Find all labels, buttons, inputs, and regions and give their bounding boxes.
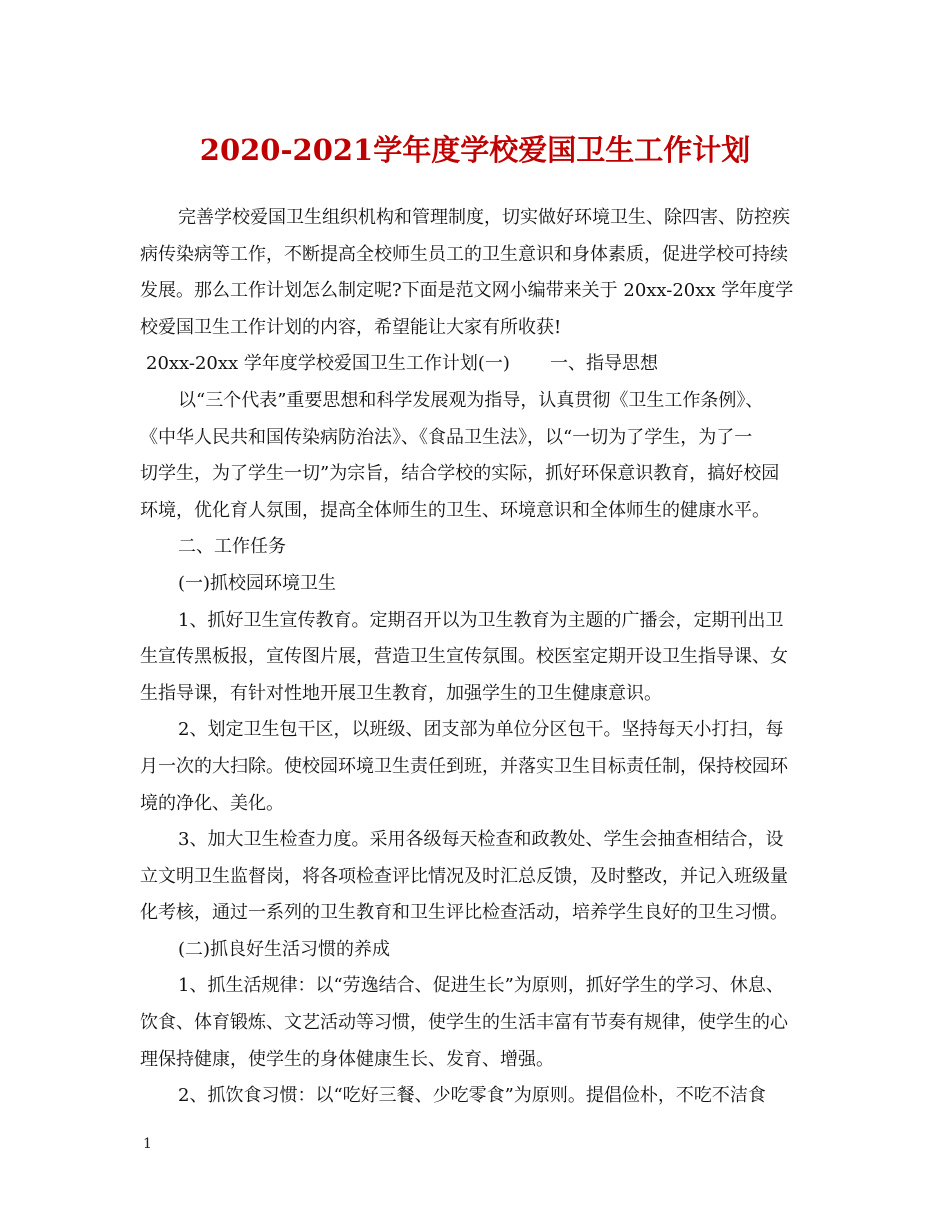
- paragraph-line: 发展。那么工作计划怎么制定呢?下面是范文网小编带来关于 20xx-20xx 学年度学: [140, 280, 794, 302]
- paragraph-line: 以“三个代表”重要思想和科学发展观为指导，认真贯彻《卫生工作条例》、: [178, 389, 764, 411]
- paragraph-line: 生指导课，有针对性地开展卫生教育，加强学生的卫生健康意识。: [140, 682, 662, 704]
- paragraph-line: 2、抓饮食习惯：以“吃好三餐、少吃零食”为原则。提倡俭朴，不吃不洁食: [178, 1085, 766, 1107]
- paragraph-line: 环境，优化育人氛围，提高全体师生的卫生、环境意识和全体师生的健康水平。: [140, 499, 770, 521]
- paragraph-line: 化考核，通过一系列的卫生教育和卫生评比检查活动，培养学生良好的卫生习惯。: [140, 902, 788, 924]
- plan-heading: 20xx-20xx 学年度学校爱国卫生工作计划(一): [146, 353, 510, 375]
- paragraph-line: 病传染病等工作，不断提高全校师生员工的卫生意识和身体素质，促进学校可持续: [140, 243, 788, 265]
- paragraph-line: 生宣传黑板报，宣传图片展，营造卫生宣传氛围。校医室定期开设卫生指导课、女: [140, 646, 788, 668]
- paragraph-line: 《中华人民共和国传染病防治法》、《食品卫生法》，以“一切为了学生，为了一: [140, 426, 753, 448]
- section-heading: 二、工作任务: [178, 536, 286, 558]
- paragraph-line: 立文明卫生监督岗，将各项检查评比情况及时汇总反馈，及时整改，并记入班级量: [140, 865, 788, 887]
- paragraph-line: 饮食、体育锻炼、文艺活动等习惯，使学生的生活丰富有节奏有规律，使学生的心: [140, 1012, 788, 1034]
- paragraph-line: 切学生，为了学生一切”为宗旨，结合学校的实际，抓好环保意识教育，搞好校园: [140, 463, 780, 485]
- subsection-heading: (一)抓校园环境卫生: [178, 572, 337, 594]
- paragraph-line: 校爱国卫生工作计划的内容，希望能让大家有所收获!: [140, 316, 562, 338]
- section-heading-line: [140, 346, 830, 383]
- subsection-heading: 一、指导思想: [549, 353, 658, 375]
- paragraph-line: 1、抓好卫生宣传教育。定期召开以为卫生教育为主题的广播会，定期刊出卫: [178, 609, 784, 631]
- paragraph-line: 月一次的大扫除。使校园环境卫生责任到班，并落实卫生目标责任制，保持校园环: [140, 755, 788, 777]
- paragraph-line: 境的净化、美化。: [140, 792, 284, 814]
- paragraph-line: 2、划定卫生包干区，以班级、团支部为单位分区包干。坚持每天小打扫，每: [178, 719, 784, 741]
- document-title: 2020-2021学年度学校爱国卫生工作计划: [199, 133, 751, 167]
- paragraph-line: 3、加大卫生检查力度。采用各级每天检查和政教处、学生会抽查相结合，设: [178, 829, 784, 851]
- paragraph-line: 理保持健康，使学生的身体健康生长、发育、增强。: [140, 1048, 554, 1070]
- page-number: 1: [143, 1136, 152, 1152]
- paragraph-line: 1、抓生活规律：以“劳逸结合、促进生长”为原则，抓好学生的学习、休息、: [178, 975, 784, 997]
- document-body: [140, 200, 830, 1115]
- paragraph-line: 完善学校爱国卫生组织机构和管理制度，切实做好环境卫生、除四害、防控疾: [178, 207, 790, 228]
- subsection-heading: (二)抓良好生活习惯的养成: [178, 938, 391, 960]
